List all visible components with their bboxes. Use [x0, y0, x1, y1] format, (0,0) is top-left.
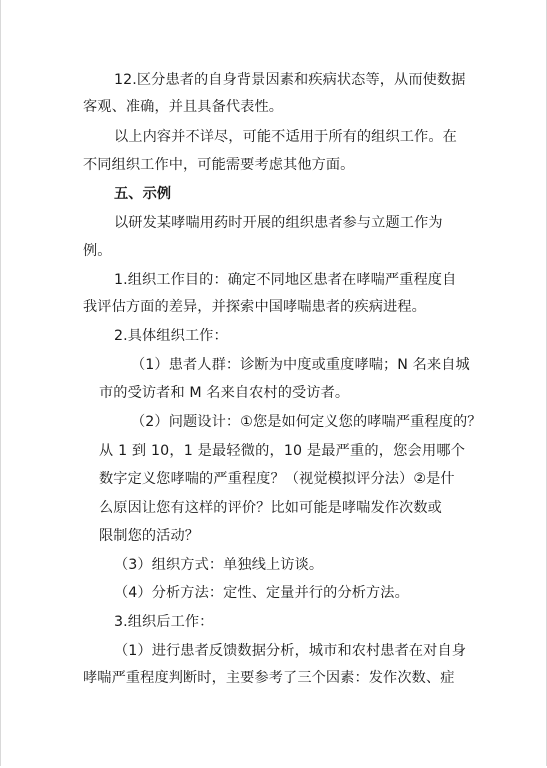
text-line: 我评估方面的差异，并探索中国哮喘患者的疾病进程。: [83, 299, 426, 315]
text-line: 3.组织后工作：: [114, 614, 214, 630]
text-line: （4）分析方法：定性、定量并行的分析方法。: [114, 585, 409, 601]
text-line: （3）组织方式：单独线上访谈。: [114, 557, 324, 573]
text-line: 么原因让您有这样的评价？比如可能是哮喘发作次数或: [99, 500, 442, 516]
text-line: 从 1 到 10，1 是最轻微的，10 是最严重的，您会用哪个: [99, 443, 465, 459]
text-line: （1）进行患者反馈数据分析，城市和农村患者在对自身: [114, 643, 467, 659]
text-line: 客观、准确，并且具备代表性。: [83, 99, 284, 115]
text-line: 2.具体组织工作：: [114, 328, 228, 344]
text-line: 12.区分患者的自身背景因素和疾病状态等，从而使数据: [114, 72, 466, 88]
text-line: 限制您的活动？: [99, 528, 200, 544]
text-line: 哮喘严重程度判断时，主要参考了三个因素：发作次数、症: [83, 670, 455, 686]
text-line: 不同组织工作中，可能需要考虑其他方面。: [83, 157, 355, 173]
text-line: （1）患者人群：诊断为中度或重度哮喘；N 名来自城: [131, 357, 470, 373]
text-line: 数字定义您哮喘的严重程度？（视觉模拟评分法）②是什: [99, 471, 455, 487]
text-line: 以上内容并不详尽，可能不适用于所有的组织工作。在: [114, 129, 457, 145]
text-line: 以研发某哮喘用药时开展的组织患者参与立题工作为: [114, 215, 443, 231]
section-heading: 五、示例: [114, 186, 172, 202]
text-line: 例。: [83, 243, 112, 259]
text-line: （2）问题设计：①您是如何定义您的哮喘严重程度的？: [131, 414, 482, 430]
text-line: 市的受访者和 M 名来自农村的受访者。: [99, 385, 350, 401]
text-line: 1.组织工作目的：确定不同地区患者在哮喘严重程度自: [114, 272, 457, 288]
